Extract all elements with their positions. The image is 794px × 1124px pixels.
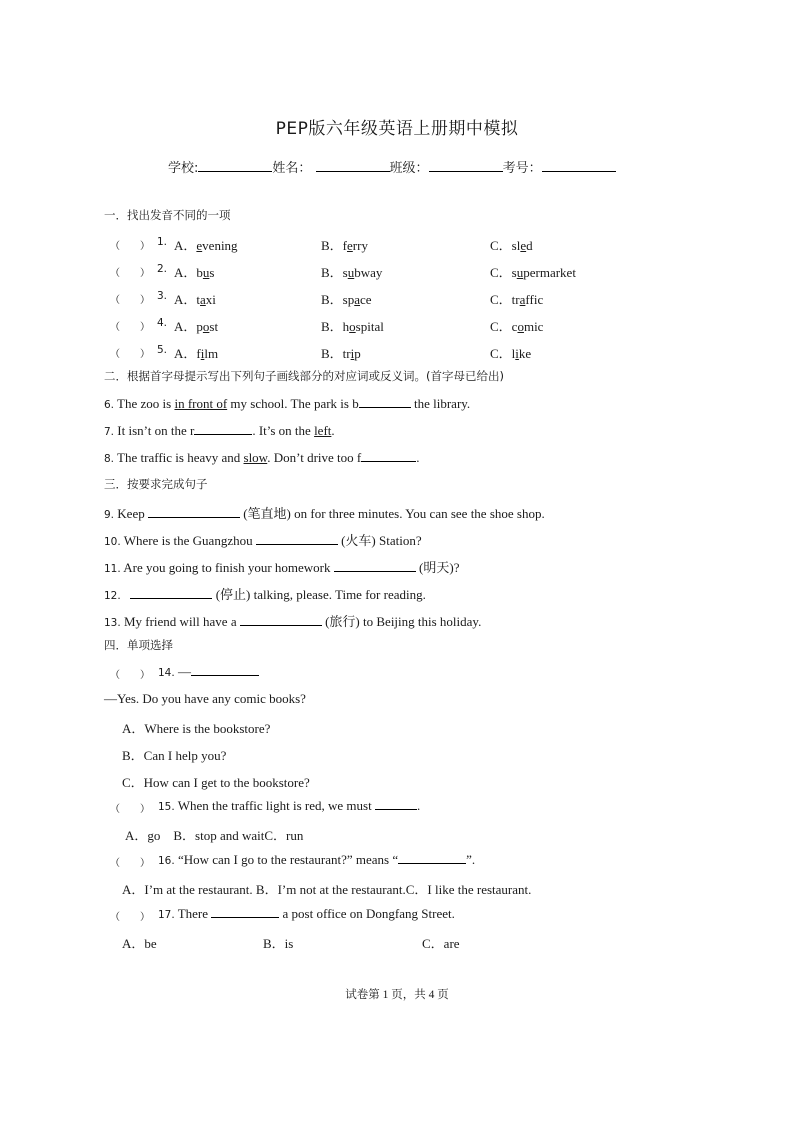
option-u: u [202, 265, 210, 280]
question-14-option-c[interactable]: C．How can I get to the bookstore? [122, 775, 310, 790]
question-16: 16. “How can I go to the restaurant?” means “ ”. [158, 852, 476, 867]
answer-paren-17[interactable]: （ ） [110, 912, 150, 923]
question-number-3: 3. [157, 290, 168, 302]
question-7: 7. It isn’t on the r . It’s on the left. [104, 423, 335, 438]
question-15: 15. When the traffic light is red, we must . [158, 798, 421, 813]
answer-blank-9[interactable] [148, 506, 240, 518]
question-8: 8. The traffic is heavy and slow. Don’t drive too f . [104, 450, 420, 465]
question-number-1: 1. [157, 236, 168, 248]
option-label: A． [174, 238, 197, 253]
option-post: ke [518, 346, 532, 361]
option-label: A． [174, 319, 197, 334]
question-17-option-b[interactable]: B．is [263, 936, 294, 951]
answer-blank-8[interactable] [361, 450, 416, 462]
answer-blank-11[interactable] [334, 560, 416, 572]
option-u: e [520, 238, 527, 253]
option-label: B． [321, 346, 343, 361]
option-label: A． [174, 265, 197, 280]
option-pre: t [196, 292, 201, 307]
option-pre: b [196, 265, 203, 280]
option-post: xi [205, 292, 216, 307]
option-pre: sp [342, 292, 355, 307]
option-pre: tr [511, 292, 520, 307]
option-pre: sl [511, 238, 521, 253]
answer-paren-4[interactable]: （ ） [110, 322, 150, 333]
option-label: C． [490, 346, 512, 361]
section-4-heading: 四．单项选择 [104, 638, 173, 652]
option-post: mic [523, 319, 544, 334]
option-u: e [347, 238, 353, 253]
option-u: a [354, 292, 361, 307]
option-label: A． [174, 346, 197, 361]
question-9: 9. Keep (笔直地) on for three minutes. You can see the shoe shop. [104, 506, 545, 521]
question-17-option-a[interactable]: A．be [122, 936, 157, 951]
option-u: u [347, 265, 355, 280]
option-pre: l [511, 346, 516, 361]
school-label: 学校: [168, 161, 199, 176]
option-u: o [349, 319, 356, 334]
option-label: C． [490, 238, 512, 253]
option-u: u [516, 265, 524, 280]
option-label: C． [490, 319, 512, 334]
answer-paren-14[interactable]: （ ） [110, 670, 150, 681]
option-u: i [515, 346, 519, 361]
question-3-option-c[interactable] [490, 289, 543, 308]
option-pre: f [196, 346, 201, 361]
option-post: st [209, 319, 219, 334]
question-11: 11. Are you going to finish your homework (明天)? [104, 560, 460, 575]
question-1-option-a[interactable] [174, 235, 238, 254]
question-15-options[interactable]: A．go B．stop and waitC．run [125, 828, 304, 843]
answer-paren-2[interactable]: （ ） [110, 268, 150, 279]
question-13: 13. My friend will have a (旅行) to Beijing this holiday. [104, 614, 482, 629]
answer-blank-14[interactable] [191, 664, 259, 676]
option-pre: h [342, 319, 350, 334]
class-label: 班级： [389, 161, 429, 176]
page-title: PEP版六年级英语上册期中模拟 [275, 119, 519, 139]
option-post: s [209, 265, 215, 280]
option-label: C． [490, 292, 512, 307]
question-4-option-c[interactable] [490, 316, 543, 335]
option-label: B． [321, 238, 343, 253]
question-10: 10. Where is the Guangzhou (火车) Station? [104, 533, 422, 548]
question-2-option-b[interactable] [321, 262, 382, 281]
question-5-option-b[interactable] [321, 343, 361, 362]
option-u: e [196, 238, 203, 253]
section-2-heading: 二．根据首字母提示写出下列句子画线部分的对应词或反义词。(首字母已给出) [104, 369, 504, 383]
question-17-option-c[interactable]: C．are [422, 936, 460, 951]
answer-blank-10[interactable] [256, 533, 338, 545]
answer-blank-15[interactable] [375, 798, 417, 810]
section-3-heading: 三．按要求完成句子 [104, 477, 208, 491]
question-4-option-b[interactable] [321, 316, 384, 335]
question-17: 17. There a post office on Dongfang Street. [158, 906, 455, 921]
school-blank[interactable] [198, 159, 272, 172]
option-post: ce [360, 292, 372, 307]
option-pre: tr [342, 346, 351, 361]
answer-blank-16[interactable] [398, 852, 466, 864]
page-footer: 试卷第 1 页，共 4 页 [345, 989, 449, 1001]
question-2-option-a[interactable] [174, 262, 214, 281]
number-label: 考号： [502, 161, 542, 176]
option-post: permarket [523, 265, 576, 280]
option-pre: s [342, 265, 348, 280]
option-u: i [350, 346, 355, 361]
option-u: i [200, 346, 205, 361]
question-12: 12. (停止) talking, please. Time for reading. [104, 587, 426, 602]
option-post: rry [352, 238, 368, 253]
answer-blank-17[interactable] [211, 906, 279, 918]
question-4-option-a[interactable] [174, 316, 218, 335]
question-5-option-c[interactable] [490, 343, 531, 362]
answer-paren-15[interactable]: （ ） [110, 804, 150, 815]
question-1-option-c[interactable] [490, 235, 533, 254]
option-u: a [200, 292, 206, 307]
option-pre: s [511, 265, 517, 280]
option-post: p [354, 346, 361, 361]
name-label: 姓名： [272, 161, 312, 176]
option-post: vening [202, 238, 238, 253]
answer-blank-12[interactable] [130, 587, 212, 599]
option-u: a [519, 292, 526, 307]
question-14-option-a[interactable]: A．Where is the bookstore? [122, 721, 271, 736]
option-label: B． [321, 265, 343, 280]
option-post: spital [355, 319, 384, 334]
question-number-4: 4. [157, 317, 168, 329]
question-2-option-c[interactable] [490, 262, 576, 281]
question-3-option-b[interactable] [321, 289, 372, 308]
answer-paren-1[interactable]: （ ） [110, 241, 150, 252]
option-label: B． [321, 292, 343, 307]
question-16-options[interactable]: A．I’m at the restaurant. B．I’m not at the restaurant.C．I like the restaurant. [122, 882, 532, 897]
option-u: o [202, 319, 210, 334]
answer-paren-3[interactable]: （ ） [110, 295, 150, 306]
option-post: lm [204, 346, 219, 361]
question-14-option-b[interactable]: B．Can I help you? [122, 748, 227, 763]
option-post: bway [354, 265, 383, 280]
number-blank[interactable] [542, 159, 616, 172]
option-post: d [526, 238, 533, 253]
question-1-option-b[interactable] [321, 235, 368, 254]
class-blank[interactable] [429, 159, 503, 172]
option-pre: c [511, 319, 518, 334]
option-pre: f [342, 238, 348, 253]
question-6: 6. The zoo is in front of my school. The park is b the library. [104, 396, 471, 411]
option-pre: p [196, 319, 203, 334]
student-info-line [168, 157, 616, 176]
section-1-heading: 一．找出发音不同的一项 [104, 208, 231, 222]
answer-blank-13[interactable] [240, 614, 322, 626]
answer-blank-6[interactable] [359, 396, 411, 408]
option-label: B． [321, 319, 343, 334]
question-14: 14. — [158, 664, 259, 680]
question-number-2: 2. [157, 263, 168, 275]
name-blank[interactable] [316, 159, 390, 172]
question-number-5: 5. [157, 344, 168, 356]
question-5-option-a[interactable] [174, 343, 218, 362]
option-u: o [517, 319, 524, 334]
question-14-reply: —Yes. Do you have any comic books? [104, 691, 306, 706]
answer-paren-5[interactable]: （ ） [110, 349, 150, 360]
option-post: ffic [525, 292, 544, 307]
option-label: C． [490, 265, 512, 280]
option-label: A． [174, 292, 197, 307]
answer-blank-7[interactable] [194, 423, 252, 435]
answer-paren-16[interactable]: （ ） [110, 858, 150, 869]
question-3-option-a[interactable] [174, 289, 216, 308]
